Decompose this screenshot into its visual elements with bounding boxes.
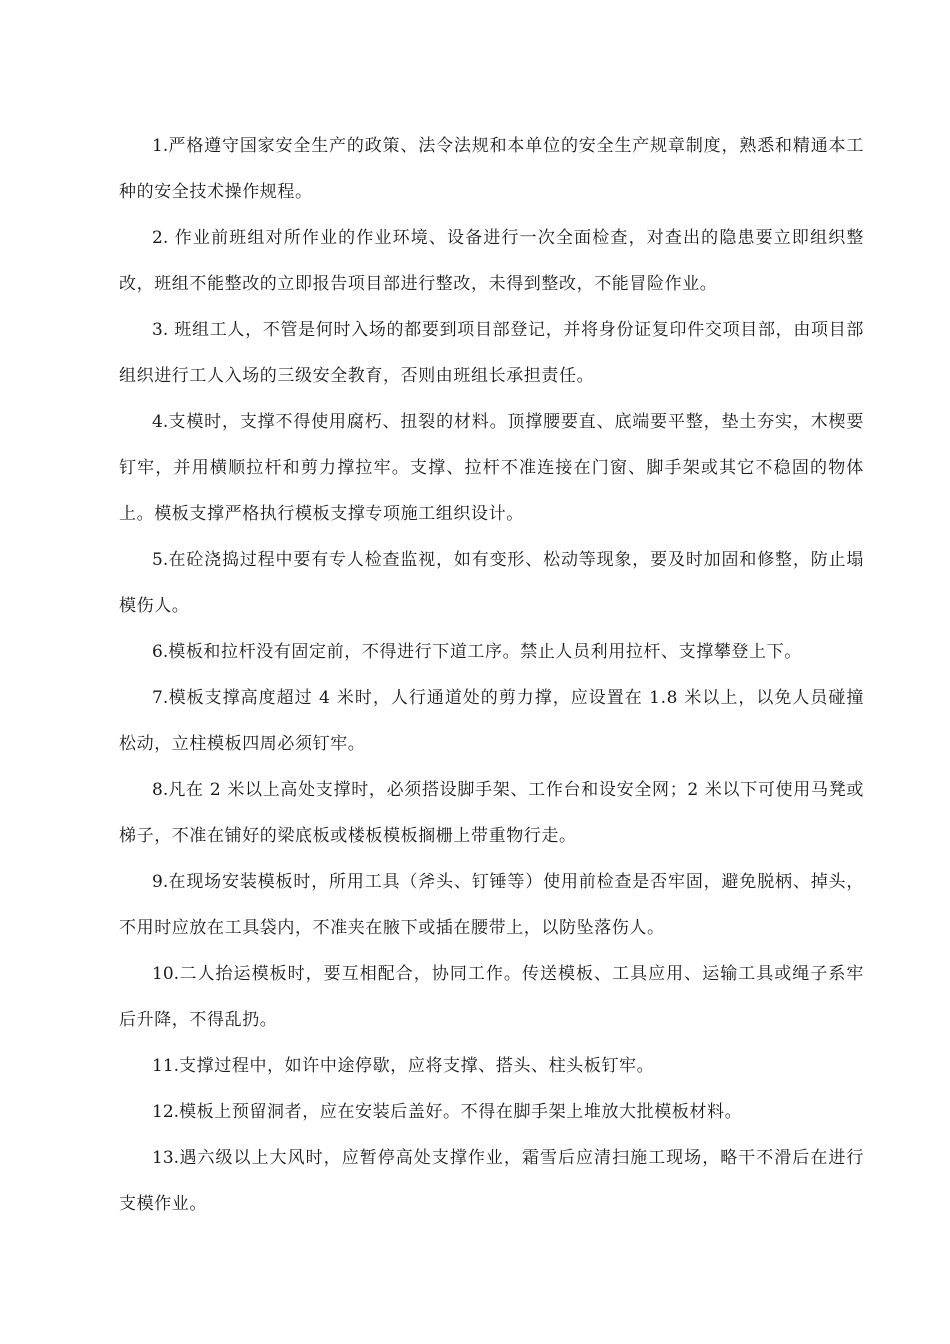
rule-item-1 bbox=[119, 123, 864, 215]
rule-number: 8. bbox=[152, 780, 169, 800]
rule-number: 4. bbox=[152, 412, 169, 432]
rule-text: 二人抬运模板时，要互相配合，协同工作。传送模板、工具应用、运输工具或绳子系牢后升降，不得乱扔。 bbox=[119, 964, 864, 1030]
rule-text: 在砼浇捣过程中要有专人检查监视，如有变形、松动等现象，要及时加固和修整，防止塌模伤人。 bbox=[119, 550, 864, 616]
rule-text: 模板上预留洞者，应在安装后盖好。不得在脚手架上堆放大批模板材料。 bbox=[179, 1102, 743, 1122]
rule-item-12 bbox=[119, 1089, 864, 1135]
rule-number: 9. bbox=[152, 872, 169, 892]
rule-text: 模板和拉杆没有固定前，不得进行下道工序。禁止人员利用拉杆、支撑攀登上下。 bbox=[168, 642, 802, 662]
rule-item-10 bbox=[119, 951, 864, 1043]
rule-item-9 bbox=[119, 859, 864, 951]
rule-text: 支撑过程中，如许中途停歇，应将支撑、搭头、柱头板钉牢。 bbox=[179, 1056, 655, 1076]
rule-item-13 bbox=[119, 1135, 864, 1227]
rule-text: 严格遵守国家安全生产的政策、法令法规和本单位的安全生产规章制度，熟悉和精通本工种的安全技术操作规程。 bbox=[119, 136, 864, 202]
rule-number: 10. bbox=[152, 964, 180, 984]
rule-text: 模板支撑高度超过 4 米时，人行通道处的剪力撑，应设置在 1.8 米以上，以免人员碰撞松动，立柱模板四周必须钉牢。 bbox=[119, 688, 864, 754]
safety-rules-list bbox=[119, 123, 864, 1227]
rule-number: 5. bbox=[152, 550, 169, 570]
rule-item-3 bbox=[119, 307, 864, 399]
rule-number: 2. bbox=[152, 228, 169, 248]
rule-number: 3. bbox=[152, 320, 169, 340]
rule-item-8 bbox=[119, 767, 864, 859]
rule-text: 支模时，支撑不得使用腐朽、扭裂的材料。顶撑腰要直、底端要平整，垫土夯实，木楔要钉牢，并用横顺拉杆和剪力撑拉牢。支撑、拉杆不准连接在门窗、脚手架或其它不稳固的物体上。模板支撑严格执行模板支撑专项施工组织设计。 bbox=[119, 412, 864, 524]
rule-text: 凡在 2 米以上高处支撑时，必须搭设脚手架、工作台和设安全网；2 米以下可使用马凳或梯子，不准在铺好的梁底板或楼板模板搁栅上带重物行走。 bbox=[119, 780, 864, 846]
rule-text: 在现场安装模板时，所用工具（斧头、钉锤等）使用前检查是否牢固，避免脱柄、掉头，不用时应放在工具袋内，不准夹在腋下或插在腰带上，以防坠落伤人。 bbox=[119, 872, 864, 938]
rule-item-5 bbox=[119, 537, 864, 629]
rule-number: 12. bbox=[152, 1102, 180, 1122]
rule-item-11 bbox=[119, 1043, 864, 1089]
rule-text: 班组工人，不管是何时入场的都要到项目部登记，并将身份证复印件交项目部，由项目部组织进行工人入场的三级安全教育，否则由班组长承担责任。 bbox=[119, 320, 864, 386]
rule-number: 1. bbox=[152, 136, 169, 156]
rule-item-7 bbox=[119, 675, 864, 767]
rule-number: 13. bbox=[152, 1148, 180, 1168]
rule-number: 11. bbox=[152, 1056, 180, 1076]
rule-item-2 bbox=[119, 215, 864, 307]
rule-item-6 bbox=[119, 629, 864, 675]
rule-number: 7. bbox=[152, 688, 169, 708]
rule-text: 遇六级以上大风时，应暂停高处支撑作业，霜雪后应清扫施工现场，略干不滑后在进行支模作业。 bbox=[119, 1148, 864, 1214]
rule-item-4 bbox=[119, 399, 864, 537]
rule-text: 作业前班组对所作业的作业环境、设备进行一次全面检查，对查出的隐患要立即组织整改，班组不能整改的立即报告项目部进行整改，未得到整改，不能冒险作业。 bbox=[119, 228, 864, 294]
rule-number: 6. bbox=[152, 642, 169, 662]
